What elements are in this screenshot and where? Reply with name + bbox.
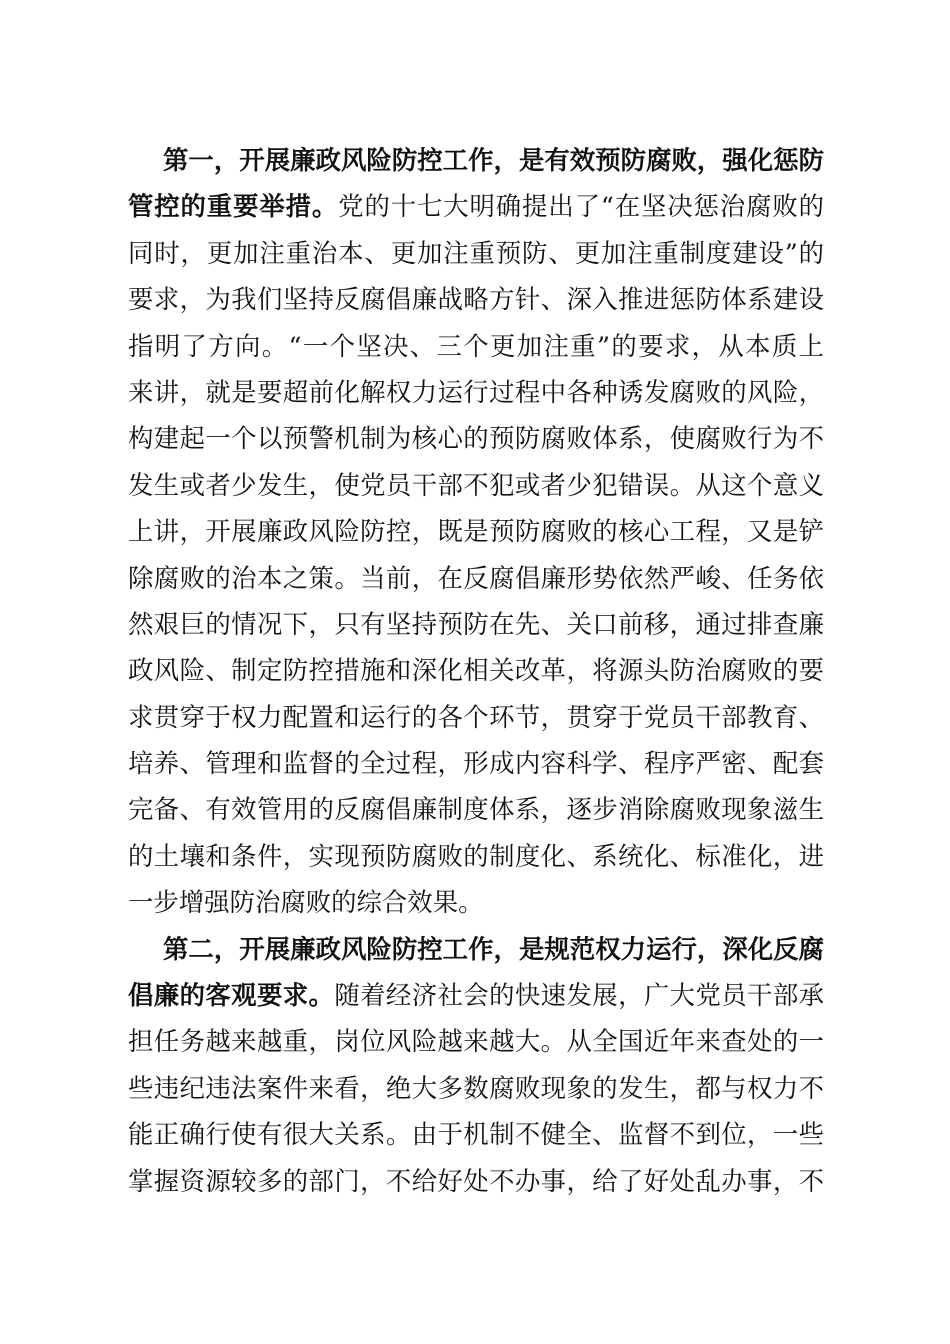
line-normal: 能正确行使有很大关系。由于机制不健全、监督不到位，一些	[128, 1119, 825, 1150]
paragraph-1-line-12	[128, 647, 824, 693]
paragraph-1-line-15	[128, 786, 824, 832]
paragraph-2-line-1	[128, 926, 824, 972]
line-normal: 掌握资源较多的部门，不给好处不办事，给了好处乱办事，不	[128, 1165, 825, 1196]
paragraph-1-line-9	[128, 508, 824, 554]
line-strong: 倡廉的客观要求。	[128, 980, 335, 1011]
paragraph-1-line-17	[128, 879, 824, 925]
line-normal: 些违纪违法案件来看，绝大多数腐败现象的发生，都与权力不	[128, 1072, 825, 1103]
paragraph-1-line-10	[128, 555, 824, 601]
line-normal: 除腐败的治本之策。当前，在反腐倡廉形势依然严峻、任务依	[128, 562, 825, 593]
paragraph-1-line-2	[128, 183, 824, 229]
line-normal: 来讲，就是要超前化解权力运行过程中各种诱发腐败的风险，	[128, 376, 825, 407]
line-normal: 要求，为我们坚持反腐倡廉战略方针、深入推进惩防体系建设	[128, 284, 825, 315]
line-normal: 求贯穿于权力配置和运行的各个环节，贯穿于党员干部教育、	[128, 701, 825, 732]
paragraph-1-line-5	[128, 323, 824, 369]
paragraph-1-line-11	[128, 601, 824, 647]
paragraph-1-line-16	[128, 833, 824, 879]
line-normal: 发生或者少发生，使党员干部不犯或者少犯错误。从这个意义	[128, 469, 825, 500]
paragraph-2-line-5	[128, 1111, 824, 1157]
paragraph-1-line-1	[128, 137, 824, 183]
line-strong: 管控的重要举措。	[128, 191, 339, 222]
paragraph-1-line-7	[128, 415, 824, 461]
paragraph-2-line-4	[128, 1065, 824, 1111]
paragraph-1-line-8	[128, 462, 824, 508]
line-normal: 培养、管理和监督的全过程，形成内容科学、程序严密、配套	[128, 748, 825, 779]
paragraph-1-line-3	[128, 230, 824, 276]
line-normal: 指明了方向。“一个坚决、三个更加注重”的要求，从本质上	[128, 330, 826, 361]
paragraph-1-line-4	[128, 276, 824, 322]
line-normal: 随着经济社会的快速发展，广大党员干部承	[334, 980, 825, 1011]
line-normal: 担任务越来越重，岗位风险越来越大。从全国近年来查处的一	[128, 1026, 825, 1057]
line-strong: 第二，开展廉政风险防控工作，是规范权力运行，深化反腐	[163, 933, 825, 964]
paragraph-1-line-13	[128, 694, 824, 740]
line-normal: 然艰巨的情况下，只有坚持预防在先、关口前移，通过排查廉	[128, 608, 825, 639]
line-strong: 第一，开展廉政风险防控工作，是有效预防腐败，强化惩防	[163, 145, 825, 175]
line-normal: 党的十七大明确提出了“在坚决惩治腐败的	[338, 191, 825, 222]
line-normal: 上讲，开展廉政风险防控，既是预防腐败的核心工程，又是铲	[128, 516, 825, 547]
line-normal: 的土壤和条件，实现预防腐败的制度化、系统化、标准化，进	[128, 840, 825, 871]
line-normal: 构建起一个以预警机制为核心的预防腐败体系，使腐败行为不	[128, 423, 825, 454]
line-normal: 一步增强防治腐败的综合效果。	[128, 887, 484, 918]
paragraph-2-line-2	[128, 972, 824, 1018]
paragraph-1-line-14	[128, 740, 824, 786]
line-normal: 完备、有效管用的反腐倡廉制度体系，逐步消除腐败现象滋生	[128, 794, 825, 825]
paragraph-2-line-6	[128, 1158, 824, 1204]
paragraph-1-line-6	[128, 369, 824, 415]
paragraph-2-line-3	[128, 1018, 824, 1064]
line-normal: 政风险、制定防控措施和深化相关改革，将源头防治腐败的要	[128, 655, 825, 686]
body-text	[128, 137, 824, 1204]
line-normal: 同时，更加注重治本、更加注重预防、更加注重制度建设”的	[128, 237, 825, 268]
